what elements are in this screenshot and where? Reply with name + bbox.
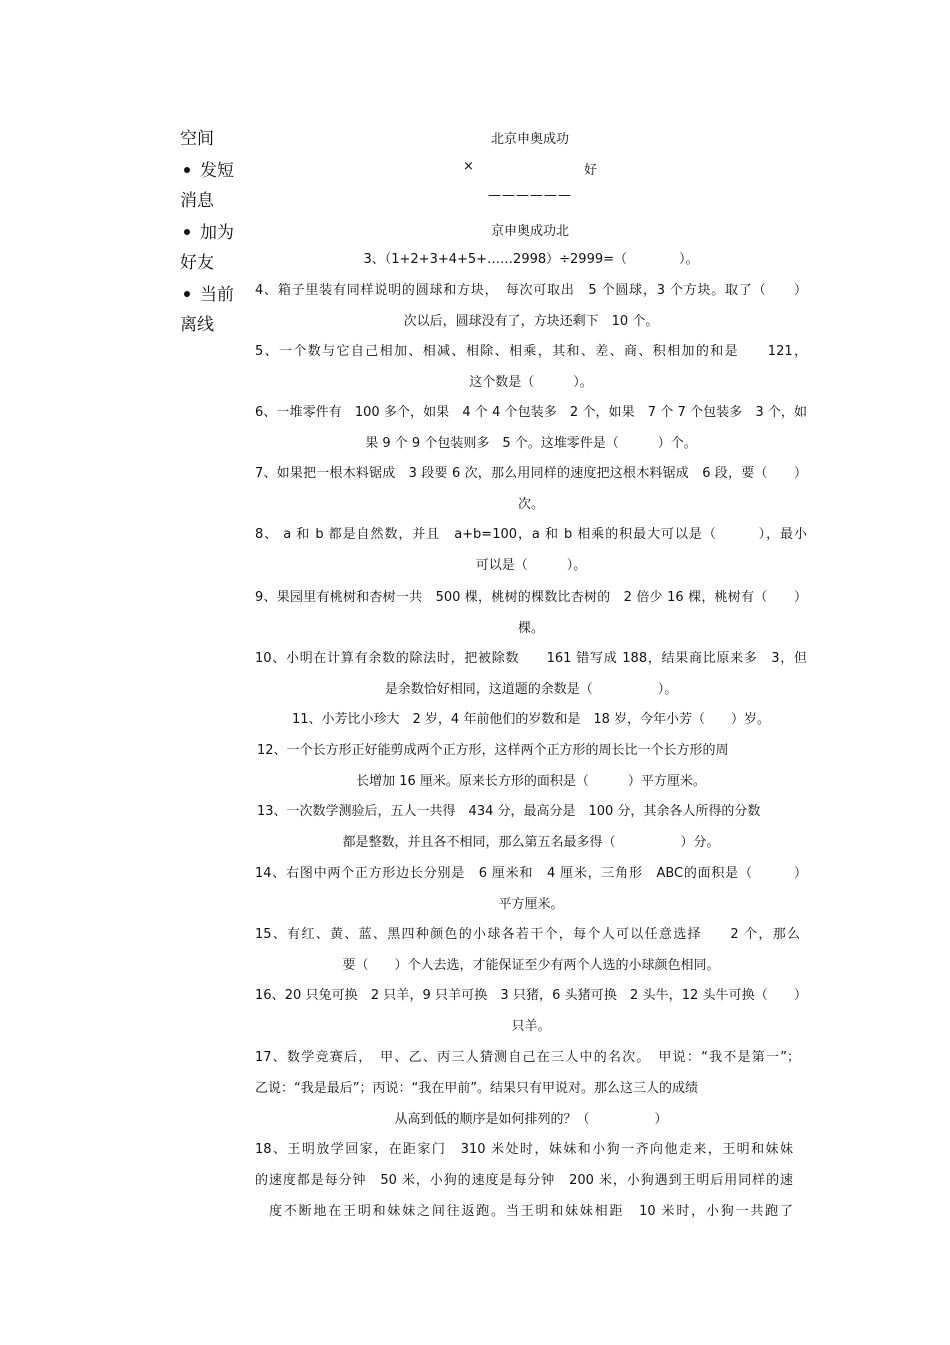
bullet-icon	[184, 291, 190, 297]
question-line: 可以是（ ）。	[475, 558, 587, 573]
question-13	[255, 796, 807, 858]
sidebar-item-status	[180, 280, 234, 305]
question-line: 13、一次数学测验后，五人一共得 434 分，最高分是 100 分，其余各人所得的分数	[257, 804, 761, 819]
question-line: 14、右图中两个正方形边长分别是 6 厘米和 4 厘米，三角形 ABC的面积是（ ）	[255, 866, 807, 881]
question-line: 10、小明在计算有余数的除法时，把被除数 161 错写成 188，结果商比原来多 3，但	[255, 651, 807, 666]
question-15	[255, 919, 807, 981]
question-10	[255, 643, 807, 705]
bullet-icon	[184, 167, 190, 173]
sidebar-item-add-friend[interactable]	[180, 218, 234, 243]
question-line: 18、王明放学回家，在距家门 310 米处时，妹妹和小狗一齐向他走来，王明和妹妹	[255, 1142, 793, 1157]
sidebar-title: 空间	[180, 129, 214, 149]
question-line: 9、果园里有桃树和杏树一共 500 棵，桃树的棵数比杏树的 2 倍少 16 棵，桃树有（ ）	[255, 590, 807, 605]
question-16	[255, 980, 807, 1042]
question-line: 5、一个数与它自己相加、相减、相除、相乘，其和、差、商、积相加的和是 121，	[255, 344, 807, 359]
question-line: 要（ ）个人去选，才能保证至少有两个人选的小球颜色相同。	[342, 958, 720, 973]
question-line: 果 9 个 9 个包装则多 5 个。这堆零件是（ ）个。	[365, 436, 697, 451]
question-11	[255, 704, 807, 735]
question-line: 3、（1+2+3+4+5+……2998）÷2999=（ ）。	[363, 252, 699, 267]
question-line: 15、有红、黄、蓝、黑四种颜色的小球各若干个，每个人可以任意选择 2 个，那么	[255, 927, 800, 942]
question-line: 6、一堆零件有 100 多个，如果 4 个 4 个包装多 2 个，如果 7 个 7 个包装多 3 个，如	[255, 405, 807, 420]
sidebar-item-label-cont: 消息	[180, 191, 214, 211]
question-line: 4、箱子里装有同样说明的圆球和方块， 每次可取出 5 个圆球，3 个方块。取了（ ）	[255, 283, 807, 298]
question-line: 乙说：“我是最后”；丙说：“我在甲前”。结果只有甲说对。那么这三人的成绩	[255, 1081, 698, 1096]
sidebar-item-label-cont: 好友	[180, 253, 214, 273]
sidebar-item-label: 当前	[200, 285, 234, 305]
question-line: 只羊。	[511, 1019, 551, 1034]
question-line: 次以后，圆球没有了，方块还剩下 10 个。	[403, 314, 659, 329]
header-line3: 京申奥成功北	[490, 224, 569, 239]
question-line: 12、一个长方形正好能剪成两个正方形，这样两个正方形的周长比一个长方形的周	[257, 743, 729, 758]
question-line: 8、 a 和 b 都是自然数，并且 a+b=100，a 和 b 相乘的积最大可以是（ ），最小	[255, 527, 807, 542]
sidebar-item-label-cont: 离线	[180, 315, 214, 335]
question-line: 度不断地在王明和妹妹之间往返跑。当王明和妹妹相距 10 米时，小狗一共跑了	[269, 1204, 793, 1219]
question-line: 平方厘米。	[498, 897, 564, 912]
question-18	[255, 1134, 807, 1227]
question-line: 11、小芳比小珍大 2 岁，4 年前他们的岁数和是 18 岁，今年小芳（ ）岁。	[291, 712, 771, 727]
question-8	[255, 519, 807, 581]
question-line: 7、如果把一根木料锯成 3 段要 6 次，那么用同样的速度把这根木料锯成 6 段，要（ ）	[255, 466, 807, 481]
header-hao: 好	[584, 163, 598, 178]
header-line1: 北京申奥成功	[490, 132, 569, 147]
question-line: 棵。	[517, 621, 544, 636]
question-line: 长增加 16 厘米。原来长方形的面积是（ ）平方厘米。	[356, 774, 706, 789]
question-line: 次。	[517, 497, 544, 512]
question-12	[255, 735, 807, 797]
question-line: 从高到低的顺序是如何排列的？（ ）	[394, 1112, 668, 1127]
question-7	[255, 458, 807, 520]
sidebar-item-send-message[interactable]	[180, 156, 234, 181]
question-line: 的速度都是每分钟 50 米，小狗的速度是每分钟 200 米，小狗遇到王明后用同样的速	[255, 1173, 793, 1188]
question-line: 是余数恰好相同，这道题的余数是（ ）。	[384, 682, 678, 697]
sidebar-item-label: 加为	[200, 223, 234, 243]
question-3	[255, 244, 807, 275]
question-5	[255, 336, 807, 398]
question-line: 16、20 只兔可换 2 只羊，9 只羊可换 3 只猪，6 头猪可换 2 头牛，12 头牛可换（ ）	[255, 988, 807, 1003]
header-dashes: ——————	[488, 188, 572, 203]
bullet-icon	[184, 229, 190, 235]
question-4	[255, 275, 807, 337]
question-line: 这个数是（ ）。	[469, 375, 593, 390]
question-line: 17、数学竞赛后， 甲、乙、丙三人猜测自己在三人中的名次。 甲说：“我不是第一”；	[255, 1050, 800, 1065]
question-14	[255, 858, 807, 920]
question-line: 都是整数，并且各不相同，那么第五名最多得（ ）分。	[342, 835, 720, 850]
question-17	[255, 1042, 807, 1135]
times-symbol: ×	[463, 159, 474, 174]
question-9	[255, 582, 807, 644]
sidebar-item-label: 发短	[200, 161, 234, 181]
question-6	[255, 397, 807, 459]
